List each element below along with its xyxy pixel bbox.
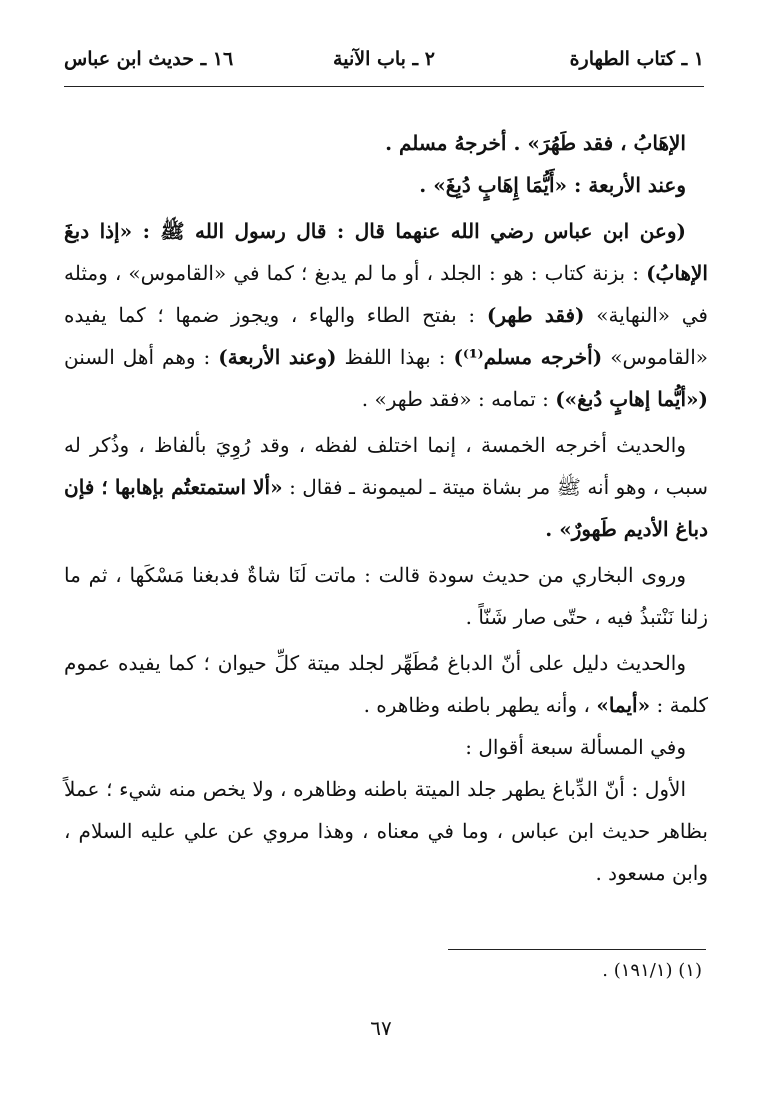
text-segment: وعند الأربعة : «أَيُّمَا إِهَابٍ دُبِغَ» . — [419, 173, 686, 197]
text-segment: (فقد طهر) — [486, 303, 585, 327]
header-chapter-title: ٢ ـ باب الآنية — [333, 48, 435, 70]
text-segment: ، وأنه يطهر باطنه وظاهره . — [363, 693, 597, 717]
text-segment: وروى البخاري من حديث سودة قالت : ماتت لَنَا شاةٌ فدبغنا مَسْكَها ، ثم ما زلنا نَنْتبذُ فيه ، حتّى صار شَنّاً . — [64, 563, 708, 629]
paragraph-bukhari — [64, 554, 708, 638]
text-segment: والحديث أخرجه الخمسة ، إنما اختلف لفظه ، وقد رُوِيَ بألفاظ ، وذُكر له سبب ، وهو أنه ﷺ مر بشاة ميتة ـ لميمونة ـ فقال : — [64, 433, 708, 499]
header-divider — [64, 86, 704, 87]
paragraph-evidence — [64, 642, 708, 726]
text-segment: «ألا استمتعتُم بإهابها ؛ فإن دباغ الأديم طَهورٌ» . — [64, 475, 708, 541]
text-segment: «أيما» — [596, 693, 651, 717]
text-segment: (وعند الأربعة) — [218, 345, 337, 369]
page-number: ٦٧ — [370, 1016, 392, 1040]
paragraph-seven-opinions — [64, 726, 708, 768]
header-book-title: ١ ـ كتاب الطهارة — [569, 48, 704, 70]
text-segment: الإهَابُ ، فقد طَهُرَ» . أخرجهُ مسلم . — [385, 131, 686, 155]
paragraph-four-narration — [64, 164, 708, 206]
paragraph-hadith-end — [64, 122, 708, 164]
running-header — [64, 48, 704, 78]
main-text — [64, 122, 708, 894]
text-segment: (وعن ابن عباس رضي الله عنهما قال : قال رسول الله ﷺ : «إذا دبغَ الإهابُ) — [64, 219, 708, 285]
paragraph-first-opinion — [64, 768, 708, 894]
paragraph-commentary — [64, 210, 708, 420]
text-segment: والحديث دليل على أنّ الدباغ مُطَهِّر لجلد ميتة كلِّ حيوان ؛ كما يفيده عموم كلمة : — [64, 651, 708, 717]
header-hadith-title: ١٦ ـ حديث ابن عباس — [64, 48, 234, 70]
paragraph-hadith-sources — [64, 424, 708, 550]
text-segment: : تمامه : «فقد طهر» . — [361, 387, 556, 411]
text-segment: : وهم أهل السنن — [64, 345, 219, 369]
text-segment: («أيُّما إهابٍ دُبغ») — [555, 387, 708, 411]
footnote-divider — [448, 949, 706, 950]
footnote: (١) (١٩١/١) . — [602, 960, 702, 981]
text-segment: : بزنة كتاب : هو : الجلد ، أو ما لم يدبغ ؛ كما في «القاموس» ، ومثله في «النهاية» — [64, 261, 708, 327]
text-segment: وفي المسألة سبعة أقوال : — [465, 735, 686, 759]
text-segment: : بهذا اللفظ — [336, 345, 454, 369]
text-segment: الأول : أنّ الدِّباغ يطهر جلد الميتة باطنه وظاهره ، ولا يخص منه شيء ؛ عملاً بظاهر حديث ابن عباس ، وما في معناه ، وهذا مروي عن علي عليه السلام ، وابن مسعود . — [64, 777, 708, 885]
text-segment: (أخرجه مسلم⁽¹⁾) — [453, 345, 603, 369]
text-segment: : بفتح الطاء والهاء ، ويجوز ضمها ؛ كما يفيده «القاموس» — [64, 303, 708, 369]
